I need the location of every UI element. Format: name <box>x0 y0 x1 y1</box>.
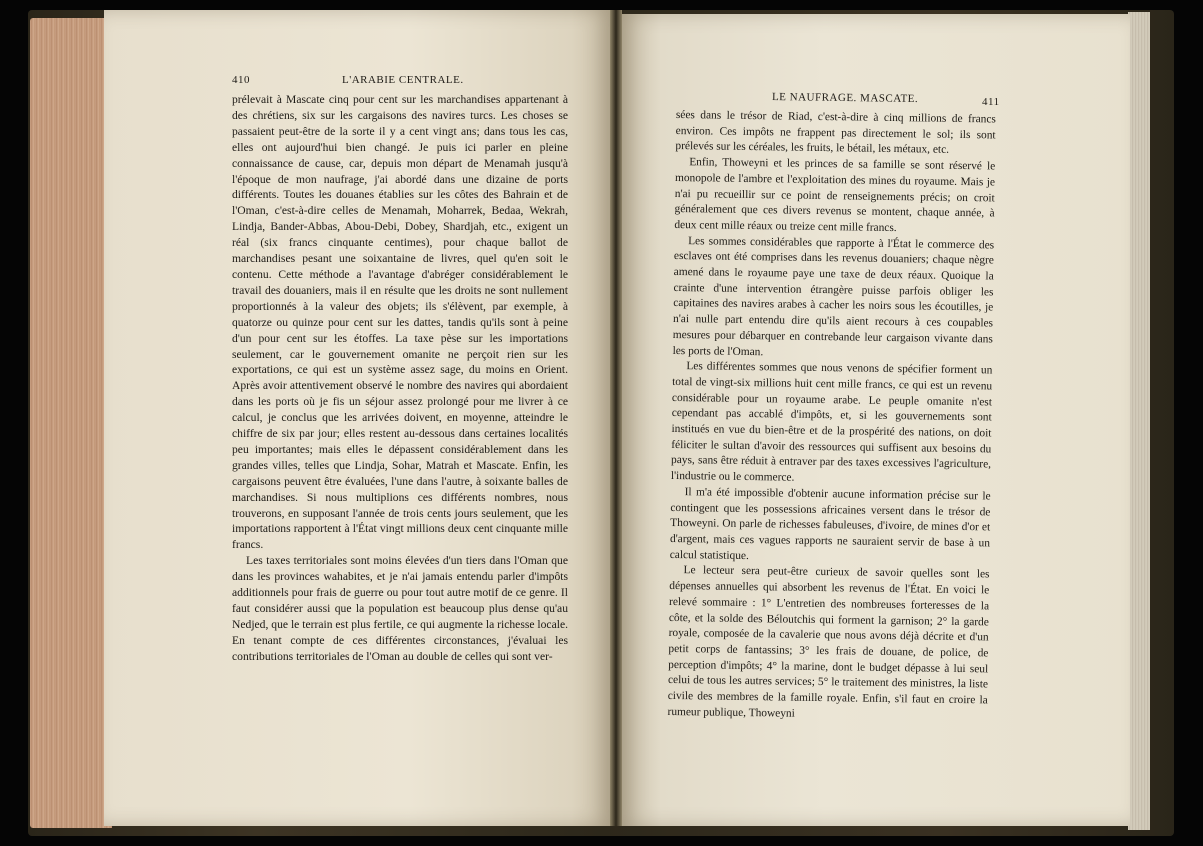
right-page-number: 411 <box>982 96 1000 108</box>
right-paragraph-2: Enfin, Thoweyni et les princes de sa famille se sont réservé le monopole de l'ambre et l'exploitation des mines du royaume. Mais je n'ai pu recueillir sur ce point de renseignements précis; on croit généralement que ces divers revenus se montent, chaque année, à deux cent mille réaux ou treize cent mille francs. <box>674 156 996 235</box>
left-running-head: L'ARABIE CENTRALE. <box>342 74 464 86</box>
page-edges-left <box>30 18 112 828</box>
right-paragraph-1: sées dans le trésor de Riad, c'est-à-dire à cinq millions de francs environ. Ces impôts ne frappent pas directement le sol; ils sont prélevés sur les céréales, les fruits, le bétail, les métaux, etc. <box>675 108 996 157</box>
left-page-number: 410 <box>232 74 250 86</box>
right-paragraph-3: Les sommes considérables que rapporte à l'État le commerce des esclaves ont été comprises dans les revenus douaniers; chaque nègre amené dans le royaume paye une taxe de deux réaux. Quoique la crainte d'une intervention étrangère puisse parfois obliger les capitaines des navires arabes à cacher les noirs sous les écoutilles, je n'ai nulle part entendu dire qu'ils aient recours à ces coupables mesures pour débarquer en contrebande leur cargaison vivante dans les ports de l'Oman. <box>672 234 995 358</box>
right-page-text <box>667 108 996 725</box>
left-page-text <box>232 92 568 665</box>
left-paragraph-2: Les taxes territoriales sont moins élevées d'un tiers dans l'Oman que dans les provinces wahabites, et je n'ai jamais entendu parler d'impôts additionnels pour frais de guerre ou pour tout autre motif de ce genre. Il faut considérer aussi que la population est beaucoup plus dense qu'au Nedjed, que le terrain est plus fertile, ce qui augmente la richesse locale. En tenant compte de ces différentes circonstances, j'évaluai les contributions territoriales de l'Oman au double de celles qui sont ver- <box>232 554 568 663</box>
right-paragraph-5: Il m'a été impossible d'obtenir aucune information précise sur le contingent que les possessions africaines versent dans le trésor de Thoweyni. On parle de richesses fabuleuses, d'ivoire, de mines d'or et d'argent, mais ces vagues rapports ne sauraient servir de base à un calcul statistique. <box>669 486 991 562</box>
right-running-head: LE NAUFRAGE. MASCATE. <box>771 90 919 106</box>
left-paragraph-1: prélevait à Mascate cinq pour cent sur les marchandises appartenant à des chrétiens, six sur les cargaisons des navires turcs. Les choses se passaient peut-être de la sorte il y a cent vingt ans; dans tous les cas, elles ont aujourd'hui bien changé. Je puis ici parler en pleine connaissance de cause, car, depuis mon départ de Menamah jusqu'à l'époque de mon naufrage, j'ai abordé dans une dizaine de ports différents. Toutes les douanes établies sur les côtes des Bahrain et de l'Oman, c'est-à-dire celles de Menamah, Moharrek, Bedaa, Wekrah, Lindja, Bander-Abbas, Abou-Debi, Dobey, Shardjah, etc., exigent un réal (six francs cinquante centimes), pour chaque ballot de marchandises pesant une soixantaine de livres, quel qu'en soit le contenu. Cette méthode a l'avantage d'abréger considérablement le travail des douaniers, mais il en résulte que les droits ne sont nullement proportionnés à la valeur des objets; ils s'élèvent, par exemple, à quatorze ou quinze pour cent sur les dattes, tandis qu'ils sont à peine d'un pour cent sur les étoffes. La taxe pèse sur les importations seulement, car le gouvernement omanite ne perçoit rien sur les exportations, ce qui est un système assez sage, du moins en Orient. Après avoir attentivement observé le nombre des navires qui abordaient dans les ports où je fis un séjour assez prolongé pour me livrer à ce calcul, je conclus que les arrivées doivent, en moyenne, atteindre le chiffre de six par jour; elles restent au-dessous dans certaines localités peu importantes; mais elles le dépassent considérablement dans les grandes villes, telles que Lindja, Sohar, Matrah et Mascate. Enfin, les cargaisons peuvent être évaluées, l'une dans l'autre, à soixante balles de marchandises. Si nous multiplions ces différents nombres, nous trouverons, en supposant l'année de trois cents jours seulement, que les importations rapportent à l'État vingt millions deux cent cinquante mille francs. <box>232 93 568 552</box>
right-paragraph-4: Les différentes sommes que nous venons de spécifier forment un total de vingt-six millions huit cent mille francs, ce qui est un revenu considérable pour un royaume arabe. Le peuple omanite n'est cependant pas accablé d'impôts, et, si les gouvernements sont institués en vue du bien-être et de la prospérité des nations, on doit féliciter le sultan d'avoir des ressources qui suffisent aux besoins du pays, sans être réduit à entraver par des taxes excessives l'agriculture, l'industrie ou le commerce. <box>670 360 993 484</box>
right-paragraph-6: Le lecteur sera peut-être curieux de savoir quelles sont les dépenses annuelles qui absorbent les revenus de l'État. En voici le relevé sommaire : 1° L'entretien des nombreuses forteresses de la côte, et la solde des Béloutchis qui forment la garnison; 2° la garde royale, composée de la cavalerie que nous avons déjà décrite et d'un petit corps de fantassins; 3° les frais de douane, de police, de perception d'impôts; 4° la marine, dont le budget dépasse à lui seul celui de tous les autres services; 5° le traitement des ministres, la liste civile des membres de la famille royale. Enfin, s'il faut en croire la rumeur publique, Thoweyni <box>667 564 990 720</box>
page-edges-right <box>1128 12 1150 830</box>
book-gutter <box>610 10 622 826</box>
